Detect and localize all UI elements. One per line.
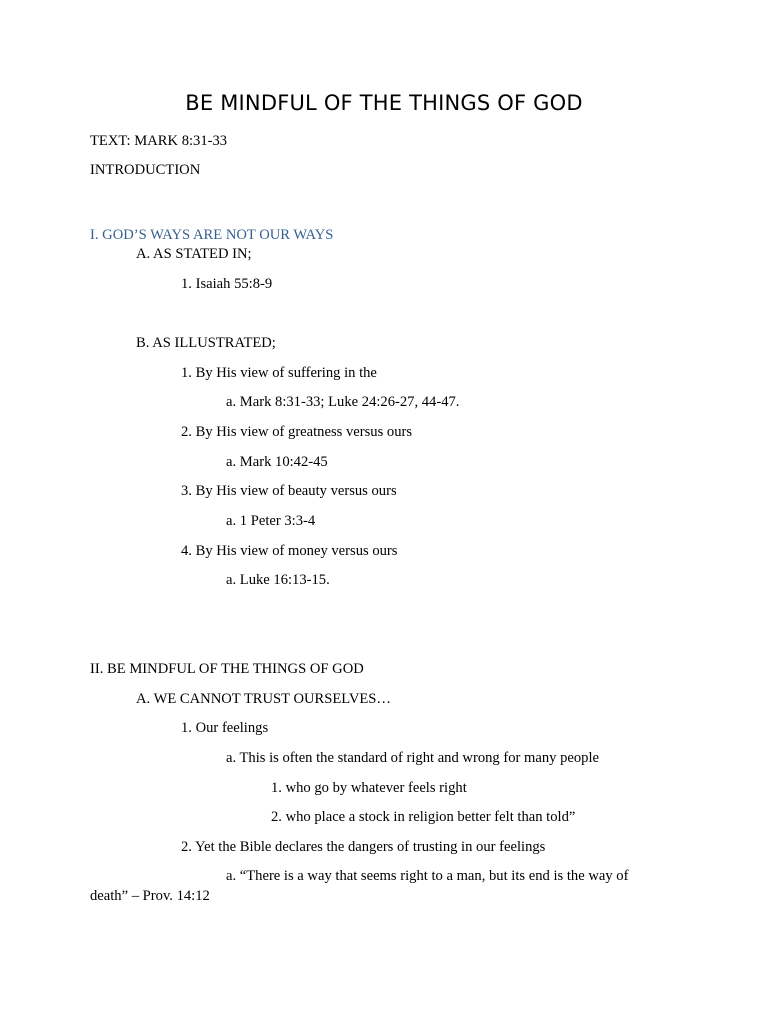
section-2-a-item-2-a: a. “There is a way that seems right to a man, but its end is the way of death” – Prov. 14:12	[90, 868, 629, 904]
section-1-b-item-4: 4. By His view of money versus ours	[181, 543, 398, 559]
section-1-b-item-3-a: a. 1 Peter 3:3-4	[226, 513, 316, 529]
section-1-b-item-1: 1. By His view of suffering in the	[181, 365, 377, 381]
section-2-a-item-1-a-1: 1. who go by whatever feels right	[271, 780, 467, 796]
text-reference: TEXT: MARK 8:31-33	[90, 133, 228, 149]
section-1-b-item-4-a: a. Luke 16:13-15.	[226, 572, 330, 588]
section-1-b-item-1-a: a. Mark 8:31-33; Luke 24:26-27, 44-47.	[226, 394, 460, 410]
section-2-a-label: A. WE CANNOT TRUST OURSELVES…	[136, 691, 392, 707]
section-1-a-label: A. AS STATED IN;	[136, 246, 252, 262]
document-title: BE MINDFUL OF THE THINGS OF GOD	[185, 91, 583, 115]
section-2-a-item-1: 1. Our feelings	[181, 720, 269, 736]
section-1-heading: I. GOD’S WAYS ARE NOT OUR WAYS	[90, 227, 334, 243]
section-2-heading: II. BE MINDFUL OF THE THINGS OF GOD	[90, 661, 364, 677]
section-1-b-item-2: 2. By His view of greatness versus ours	[181, 424, 413, 440]
section-2-a-item-2: 2. Yet the Bible declares the dangers of trusting in our feelings	[181, 839, 546, 855]
section-1-b-label: B. AS ILLUSTRATED;	[136, 335, 276, 351]
section-1-a-item-1: 1. Isaiah 55:8-9	[181, 276, 273, 292]
section-2-a-item-1-a-2: 2. who place a stock in religion better felt than told”	[271, 809, 576, 825]
section-1-b-item-3: 3. By His view of beauty versus ours	[181, 483, 397, 499]
introduction-label: INTRODUCTION	[90, 162, 201, 178]
section-2-a-item-1-a: a. This is often the standard of right and wrong for many people	[226, 750, 599, 766]
section-1-b-item-2-a: a. Mark 10:42-45	[226, 454, 328, 470]
